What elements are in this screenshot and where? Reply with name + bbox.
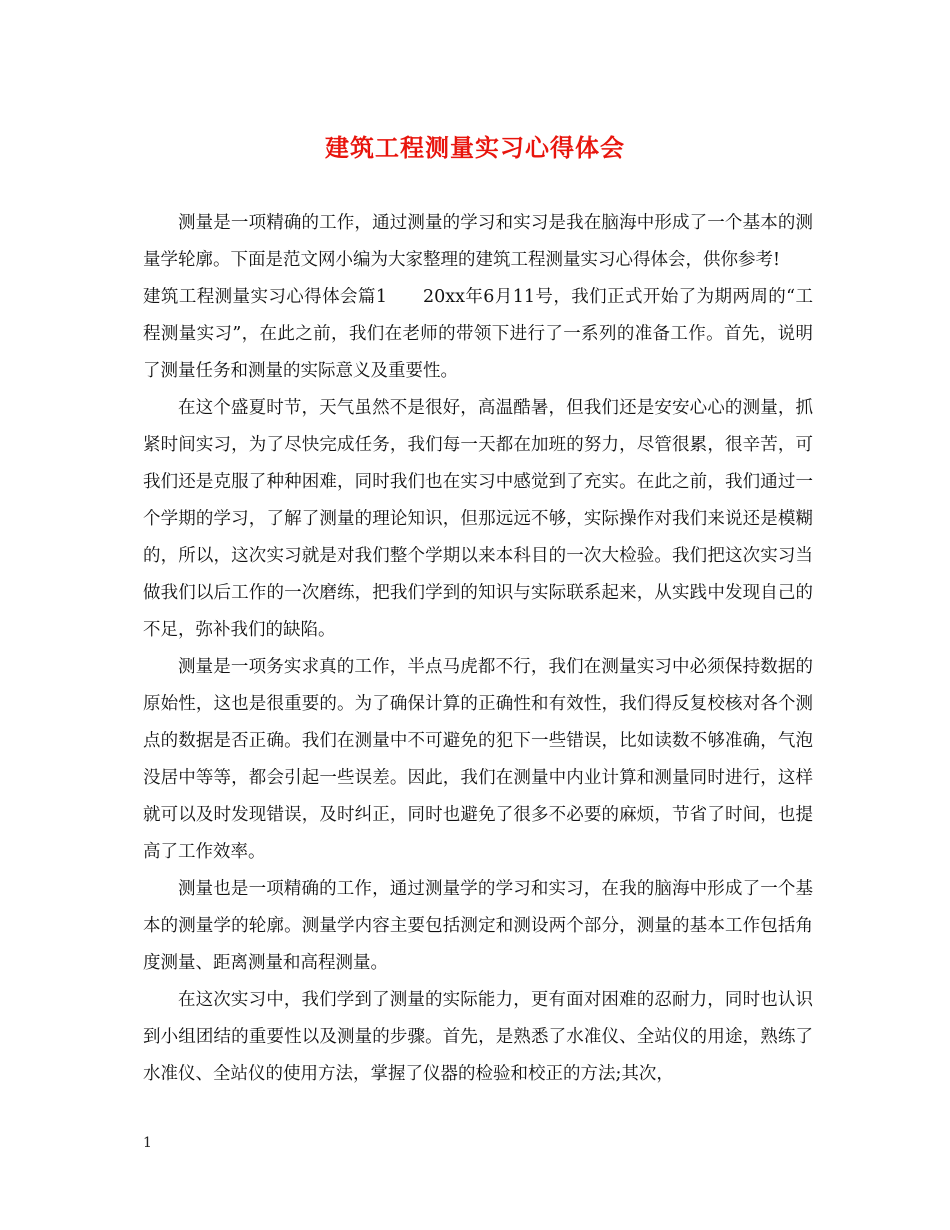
document-body — [143, 205, 813, 1093]
body-paragraph: 测量是一项务实求真的工作，半点马虎都不行，我们在测量实习中必须保持数据的原始性，这也是很重要的。为了确保计算的正确性和有效性，我们得反复校核对各个测点的数据是否正确。我们在测量中不可避免的犯下一些错误，比如读数不够准确，气泡没居中等等，都会引起一些误差。因此，我们在测量中内业计算和测量同时进行，这样就可以及时发现错误，及时纠正，同时也避免了很多不必要的麻烦，节省了时间，也提高了工作效率。 — [143, 657, 813, 862]
intro-paragraph: 测量是一项精确的工作，通过测量的学习和实习是我在脑海中形成了一个基本的测量学轮廓。下面是范文网小编为大家整理的建筑工程测量实习心得体会，供你参考! — [143, 213, 813, 270]
body-paragraph: 测量也是一项精确的工作，通过测量学的学习和实习，在我的脑海中形成了一个基本的测量学的轮廓。测量学内容主要包括测定和测设两个部分，测量的基本工作包括角度测量、距离测量和高程测量。 — [143, 879, 813, 973]
body-paragraph: 在这次实习中，我们学到了测量的实际能力，更有面对困难的忍耐力，同时也认识到小组团结的重要性以及测量的步骤。首先，是熟悉了水准仪、全站仪的用途，熟练了水准仪、全站仪的使用方法，掌握了仪器的检验和校正的方法;其次， — [143, 990, 813, 1084]
body-paragraph: 在这个盛夏时节，天气虽然不是很好，高温酷暑，但我们还是安安心心的测量，抓紧时间实习，为了尽快完成任务，我们每一天都在加班的努力，尽管很累，很辛苦，可我们还是克服了种种困难，同时我们也在实习中感觉到了充实。在此之前，我们通过一个学期的学习，了解了测量的理论知识，但那远远不够，实际操作对我们来说还是模糊的，所以，这次实习就是对我们整个学期以来本科目的一次大检验。我们把这次实习当做我们以后工作的一次磨练，把我们学到的知识与实际联系起来，从实践中发现自己的不足，弥补我们的缺陷。 — [143, 398, 813, 640]
page-number: 1 — [143, 1135, 152, 1151]
section-heading: 建筑工程测量实习心得体会篇1 — [143, 287, 387, 307]
section-first-text: 20xx年6月11号，我们正式开始了为期两周的“工程测量实习”，在此之前，我们在老师的带领下进行了一系列的准备工作。首先，说明了测量任务和测量的实际意义及重要性。 — [143, 287, 813, 381]
section-first-paragraph — [143, 279, 813, 390]
document-title: 建筑工程测量实习心得体会 — [325, 133, 625, 162]
